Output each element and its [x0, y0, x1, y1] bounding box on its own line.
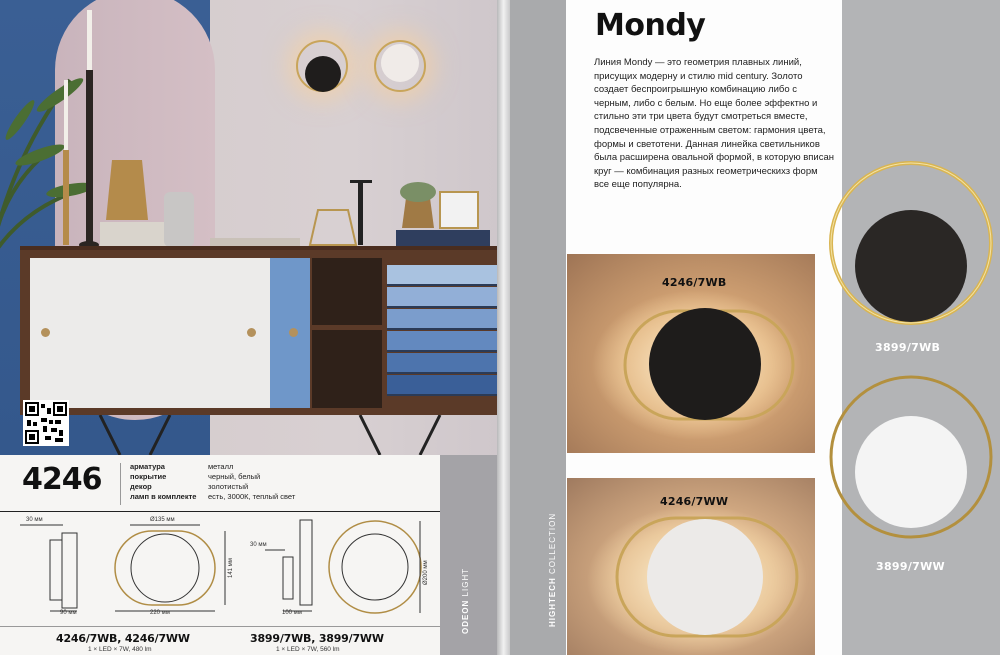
drawing-divider	[0, 626, 440, 627]
side-product-black	[826, 158, 1000, 338]
dim-label: Ø135 мм	[150, 517, 175, 523]
product-models: 3899/7WB, 3899/7WW	[250, 632, 384, 645]
dim-label: 220 мм	[150, 610, 170, 616]
photo-label: 4246/7WW	[660, 495, 729, 508]
spec-row	[130, 492, 295, 501]
spec-row	[130, 472, 260, 481]
collection-bold: HIGHTECH	[548, 577, 557, 627]
brand-bold: ODEON	[461, 599, 470, 634]
dim-label: 100 мм	[282, 610, 302, 616]
spec-row	[130, 482, 248, 491]
page-gutter	[497, 0, 510, 655]
lamp-disc	[855, 210, 967, 322]
qr-code[interactable]	[23, 400, 69, 446]
drawer	[387, 265, 497, 286]
model-number: 4246	[22, 462, 102, 497]
dim-label: Ø200 мм	[423, 560, 429, 585]
page-title: Mondy	[595, 8, 706, 43]
product-models: 4246/7WB, 4246/7WW	[56, 632, 190, 645]
spec-value: черный, белый	[208, 472, 261, 481]
lamp-disc	[647, 519, 763, 635]
candlesticks-illustration	[55, 10, 105, 250]
spec-value: золотистый	[208, 482, 249, 491]
door-knob	[41, 328, 50, 337]
drawer	[387, 309, 497, 330]
qr-code-icon	[25, 402, 67, 444]
wall-lamp-black-disc	[305, 56, 341, 92]
lamp-disc	[649, 308, 761, 420]
lamp-disc	[855, 416, 967, 528]
description: Линия Mondy — это геометрия плавных линий, присущих модерну и стилю mid century. Золото создает беспроигрышную комбинацию либо с черным, либо с белым. Но еще более эффектно и стильно эти три цвета будут смотреться вместе, подсвеченные отраженным светом: гармония цвета, формы и светотени. Данная линейка светильников была расширена овальной формой, в которую вписан круг — комбинация разных геометрическихз форм все еще популярна.	[594, 57, 834, 191]
sideboard-door-white	[30, 258, 270, 408]
product-spec: 1 × LED × 7W, 560 lm	[276, 646, 340, 653]
collection-light: COLLECTION	[548, 512, 557, 574]
spec-key: покрытие	[130, 472, 167, 481]
brand-band-text	[461, 568, 470, 634]
sideboard-open-shelf	[312, 258, 382, 408]
spec-divider	[0, 511, 440, 512]
drawer	[387, 331, 497, 352]
dim-label: 30 мм	[26, 517, 43, 523]
sideboard-legs	[60, 415, 480, 455]
door-knob	[247, 328, 256, 337]
photo-label: 4246/7WB	[662, 276, 727, 289]
product-spec: 1 × LED × 7W, 480 lm	[88, 646, 152, 653]
spec-key: арматура	[130, 462, 165, 471]
brand-light: LIGHT	[461, 567, 470, 597]
wall-lamp-white-disc	[381, 44, 419, 82]
spec-value: есть, 3000К, теплый свет	[208, 492, 296, 501]
spec-key: декор	[130, 482, 152, 491]
collection-band-text	[548, 513, 557, 627]
side-product-label: 3899/7WB	[875, 341, 941, 354]
side-product-white	[826, 372, 1000, 552]
spec-row	[130, 462, 233, 471]
spec-value: металл	[208, 462, 234, 471]
shelf-board	[312, 325, 382, 330]
door-knob	[289, 328, 298, 337]
divider	[120, 463, 121, 505]
side-product-label: 3899/7WW	[876, 560, 945, 573]
drawer	[387, 375, 497, 396]
sideboard-decor	[100, 150, 497, 250]
collection-band	[510, 0, 566, 655]
dim-label: 30 мм	[250, 542, 267, 548]
dim-label: 141 мм	[228, 558, 234, 578]
dim-label: 90 мм	[60, 610, 77, 616]
drawer	[387, 353, 497, 374]
drawer	[387, 287, 497, 308]
spec-key: ламп в комплекте	[130, 492, 197, 501]
